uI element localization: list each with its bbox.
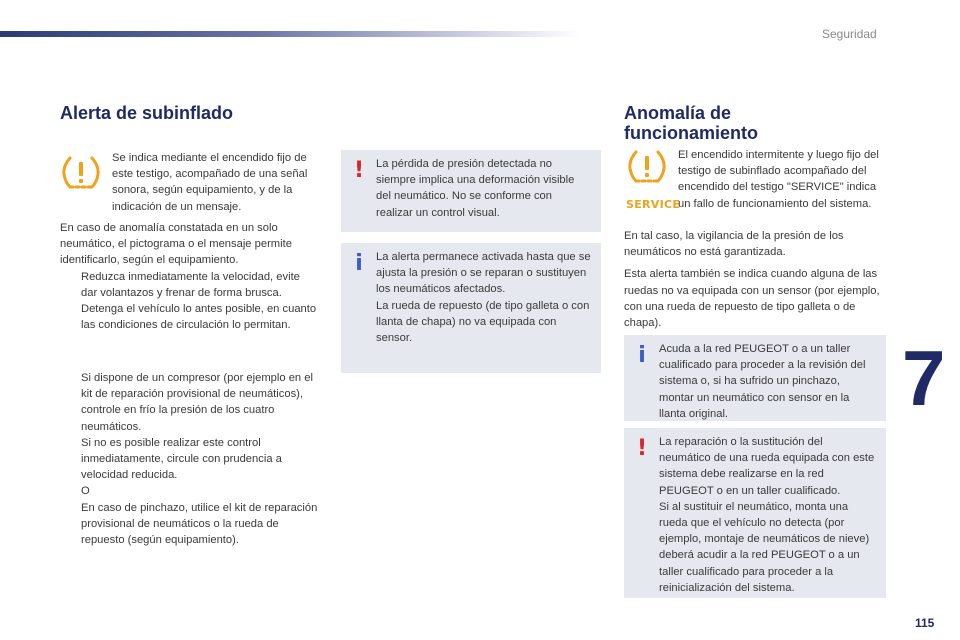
right-paragraph-2: Esta alerta también se indica cuando alguna de las ruedas no va equipada con un sensor (por ejemplo, con una rueda de repuesto de tipo galleta o de chapa). <box>624 268 880 330</box>
tpms-warning-icon <box>62 156 100 190</box>
left-body <box>60 220 318 333</box>
header-gradient-bar <box>0 31 580 37</box>
info-icon: i <box>638 343 646 368</box>
left-body-2 <box>60 370 318 548</box>
info-box-alert <box>341 243 601 373</box>
warning-text: La reparación o la sustitución del neumático de una rueda equipada con este sistema debe realizarse en la red PEUGEOT o en un taller cualificado. Si al sustituir el neumático, monta una rueda que el vehículo no detecta (por ejemplo, montaje de neumáticos de nieve) deberá acudir a la red PEUGEOT o a un taller cualificado para proceder a la reinicialización del sistema. <box>659 436 875 594</box>
right-title: Anomalía de funcionamiento <box>624 103 758 143</box>
page-number: 115 <box>915 616 935 630</box>
chapter-number: 7 <box>902 334 946 422</box>
right-paragraph-1: En tal caso, la vigilancia de la presión de los neumáticos no está garantizada. <box>624 230 844 259</box>
right-intro: El encendido intermitente y luego fijo del testigo de subinflado acompañado del encendido del testigo "SERVICE" indica un fallo de funcionamiento del sistema. <box>678 149 879 210</box>
list-item-continuation: Si no es posible realizar este control inmediatamente, circule con prudencia a velocidad reducida. <box>81 436 282 482</box>
warning-text: La pérdida de presión detectada no siempre implica una deformación visible del neumático. No se conforme con realizar un control visual. <box>376 158 575 219</box>
left-intro: Se indica mediante el encendido fijo de este testigo, acompañado de una señal sonora, según equipamiento, y de la indicación de un mensaje. <box>112 152 308 213</box>
warning-icon: ! <box>636 436 648 461</box>
section-label: Seguridad <box>822 27 877 41</box>
or-label: O <box>81 485 90 498</box>
list-item: Reduzca inmediatamente la velocidad, evite dar volantazos y frenar de forma brusca. <box>81 270 300 299</box>
tpms-warning-icon <box>628 150 666 184</box>
list-item: Detenga el vehículo lo antes posible, en cuanto las condiciones de circulación lo permitan. <box>81 303 317 332</box>
left-paragraph: En caso de anomalía constatada en un solo neumático, el pictograma o el mensaje permite identificarlo, según el equipamiento. <box>60 222 292 267</box>
warning-box-repair <box>624 428 886 598</box>
right-body <box>624 228 886 331</box>
info-text: La alerta permanece activada hasta que se ajusta la presión o se reparan o sustituyen los neumáticos afectados. La rueda de repuesto (de tipo galleta o con llanta de chapa) no va equipada con sensor. <box>376 251 591 345</box>
service-icon: SERVICE <box>626 198 681 211</box>
warning-box-pressure <box>341 150 601 232</box>
list-item: En caso de pinchazo, utilice el kit de reparación provisional de neumáticos o la rueda de repuesto (según equipamiento). <box>81 501 318 547</box>
list-item: Si dispone de un compresor (por ejemplo en el kit de reparación provisional de neumáticos), controle en frío la presión de los cuatro neumáticos. <box>81 372 313 433</box>
left-title: Alerta de subinflado <box>60 103 234 123</box>
warning-icon: ! <box>353 158 365 183</box>
info-text: Acuda a la red PEUGEOT o a un taller cualificado para proceder a la revisión del sistema o, si ha sufrido un pinchazo, montar un neumático con sensor en la llanta original. <box>659 343 866 420</box>
info-icon: i <box>355 251 363 276</box>
info-box-peugeot <box>624 335 886 421</box>
